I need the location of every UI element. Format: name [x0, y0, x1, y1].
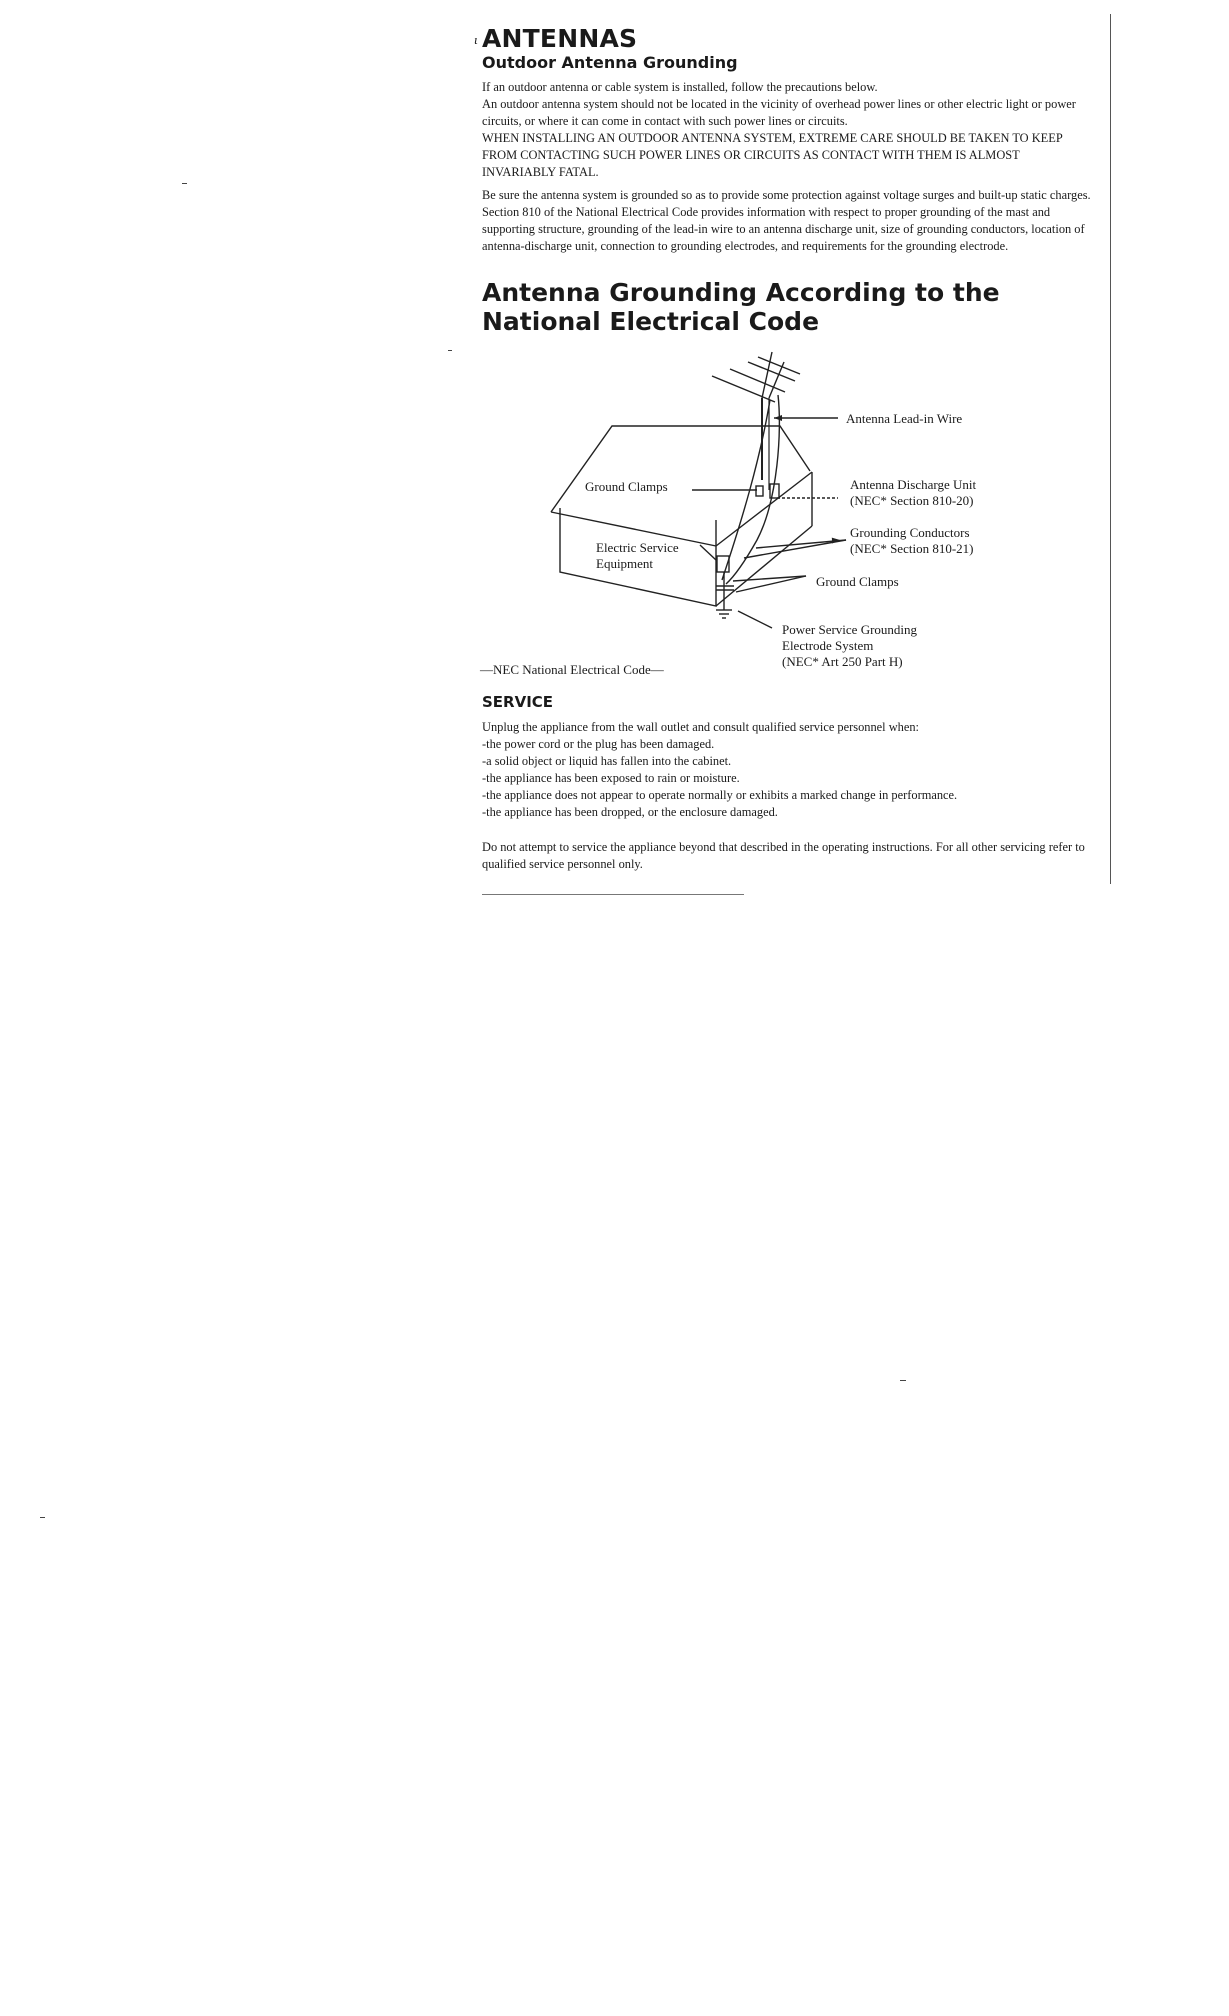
diagram-heading: Antenna Grounding According to the National Electrical Code	[482, 278, 1000, 336]
list-item: -the appliance does not appear to operate normally or exhibits a marked change in performance.	[482, 788, 958, 802]
service-closing: Do not attempt to service the appliance beyond that described in the operating instructions. For all other servicing refer to qualified service personnel only.	[482, 840, 1085, 871]
intro-line-1: If an outdoor antenna or cable system is installed, follow the precautions below.	[482, 80, 878, 94]
grounding-paragraph: Be sure the antenna system is grounded so as to provide some protection against voltage surges and built-up static charges. Section 810 of the National Electrical Code provides information with respect to proper grounding of the mast and supporting structure, grounding of the lead-in wire to an antenna discharge unit, size of grounding conductors, location of antenna-discharge unit, connection to grounding electrodes, and requirements for the grounding electrode.	[482, 188, 1091, 253]
scan-speck	[900, 1380, 906, 1381]
label-power-service-1: Power Service Grounding	[782, 622, 918, 637]
antenna-grounding-diagram	[0, 0, 1229, 720]
scan-speck	[182, 183, 187, 184]
service-title: SERVICE	[482, 693, 554, 711]
list-item: -the appliance has been dropped, or the enclosure damaged.	[482, 805, 778, 819]
subtitle: Outdoor Antenna Grounding	[482, 53, 738, 72]
label-ground-clamps-left: Ground Clamps	[585, 479, 668, 494]
label-electric-service-1: Electric Service	[596, 540, 679, 555]
list-item: -the appliance has been exposed to rain or moisture.	[482, 771, 740, 785]
label-lead-in-wire: Antenna Lead-in Wire	[846, 411, 963, 426]
label-power-service-2: Electrode System	[782, 638, 874, 653]
intro-line-2: An outdoor antenna system should not be located in the vicinity of overhead power lines or other electric light or power circuits, or where it can come in contact with such power lines or circuits.	[482, 97, 1076, 128]
scan-speck	[40, 1517, 45, 1518]
bottom-rule	[482, 894, 744, 895]
service-intro: Unplug the appliance from the wall outlet and consult qualified service personnel when:	[482, 720, 919, 734]
scan-speck	[448, 350, 452, 351]
label-discharge-unit-1: Antenna Discharge Unit	[850, 477, 977, 492]
label-discharge-unit-2: (NEC* Section 810-20)	[850, 493, 974, 508]
label-grounding-conductors-1: Grounding Conductors	[850, 525, 970, 540]
label-ground-clamps-right: Ground Clamps	[816, 574, 899, 589]
label-power-service-3: (NEC* Art 250 Part H)	[782, 654, 903, 669]
section-title: ANTENNAS	[482, 24, 638, 53]
list-item: -a solid object or liquid has fallen into the cabinet.	[482, 754, 732, 768]
label-grounding-conductors-2: (NEC* Section 810-21)	[850, 541, 974, 556]
list-item: -the power cord or the plug has been damaged.	[482, 737, 715, 751]
label-electric-service-2: Equipment	[596, 556, 654, 571]
diagram-caption: —NEC National Electrical Code—	[480, 662, 664, 677]
margin-mark: ι	[474, 32, 478, 47]
warning-text: WHEN INSTALLING AN OUTDOOR ANTENNA SYSTEM, EXTREME CARE SHOULD BE TAKEN TO KEEP FROM CONTACTING SUCH POWER LINES OR CIRCUITS AS CONTACT WITH THEM IS ALMOST INVARIABLY FATAL.	[482, 131, 1063, 179]
